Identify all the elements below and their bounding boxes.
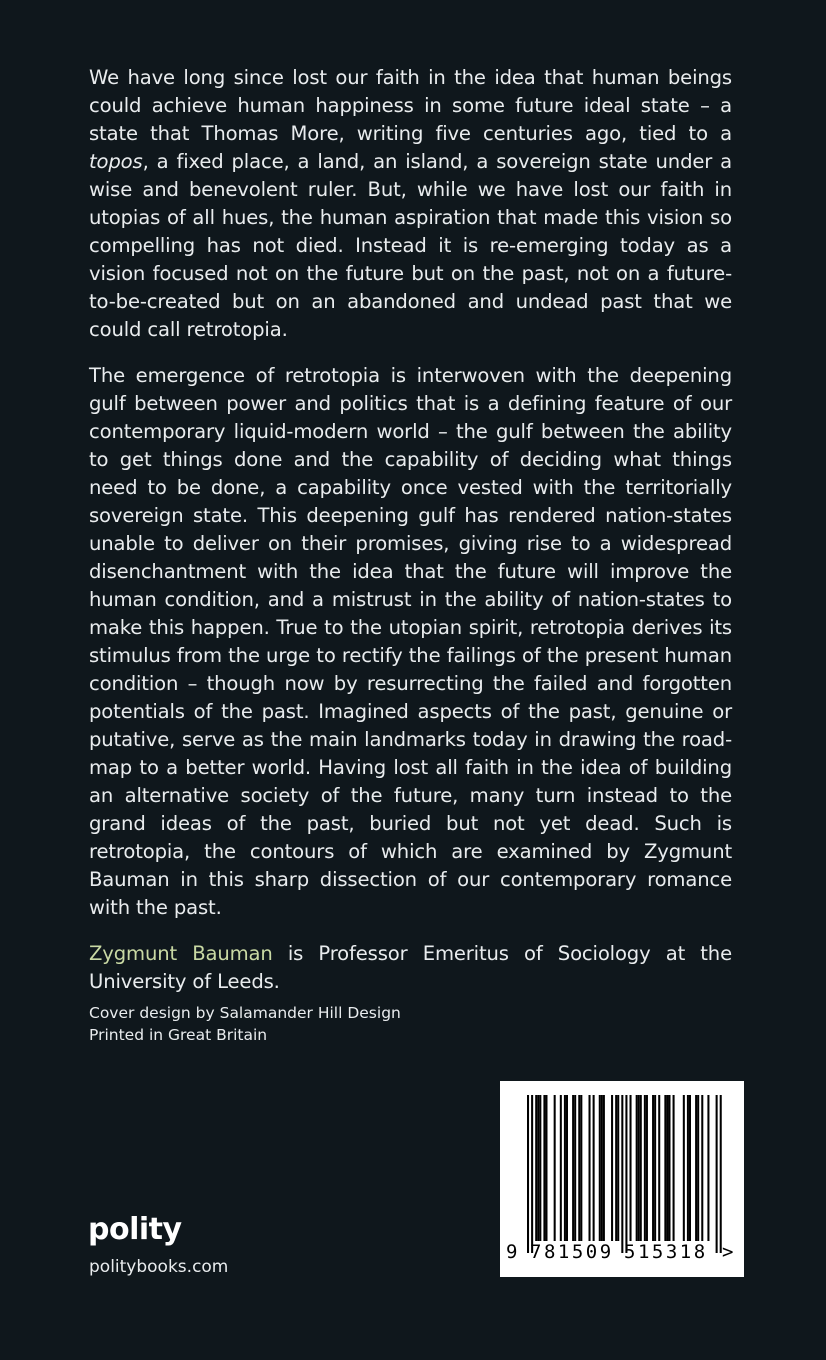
- cover-credits: [89, 1002, 401, 1046]
- barcode-bar: [654, 1095, 656, 1241]
- printed-in-credit: Printed in Great Britain: [89, 1026, 268, 1044]
- barcode-guard-bar: [621, 1095, 623, 1253]
- barcode-bar: [646, 1095, 648, 1241]
- isbn-barcode: [500, 1081, 744, 1277]
- barcode-bar: [560, 1095, 562, 1241]
- barcode-bar: [701, 1095, 703, 1241]
- isbn-right-group: 515318: [624, 1241, 708, 1263]
- barcode-bar: [539, 1095, 541, 1241]
- author-name: Zygmunt Bauman: [89, 942, 273, 965]
- barcode-guard-bar: [531, 1095, 533, 1253]
- barcode-bar: [658, 1095, 660, 1241]
- barcode-bar: [683, 1095, 685, 1241]
- barcode-guard-bar: [716, 1095, 718, 1253]
- author-bio: [89, 940, 732, 996]
- barcode-bar: [589, 1095, 591, 1241]
- blurb-p1-italic: topos: [89, 150, 143, 173]
- barcode-bar: [611, 1095, 613, 1241]
- barcode-bar: [599, 1095, 601, 1241]
- barcode-guard-bar: [625, 1095, 627, 1253]
- barcode-bar: [543, 1095, 545, 1241]
- barcode-bar: [593, 1095, 595, 1241]
- barcode-bar: [603, 1095, 605, 1241]
- cover-design-credit: Cover design by Salamander Hill Design: [89, 1004, 401, 1022]
- isbn-first-digit: 9: [506, 1241, 518, 1263]
- barcode-bar: [537, 1095, 539, 1241]
- barcode-bar: [564, 1095, 566, 1241]
- author-bio-text: is Professor Emeritus of Sociology at the University of Leeds.: [89, 942, 732, 993]
- barcode-bar: [580, 1095, 582, 1241]
- blurb-p1-text: We have long since lost our faith in the idea that human beings could achieve human happiness in some future ideal state – a state that Thomas More, writing five centuries ago, tied to a: [89, 66, 732, 145]
- barcode-bar: [617, 1095, 619, 1241]
- barcode-bar: [668, 1095, 670, 1241]
- barcode-bar: [615, 1095, 617, 1241]
- barcode-bar: [554, 1095, 556, 1241]
- barcode-bar: [535, 1095, 537, 1241]
- barcode-bar: [638, 1095, 640, 1241]
- blurb-paragraph-2: The emergence of retrotopia is interwoven with the deepening gulf between power and politics that is a defining feature of our contemporary liquid-modern world – the gulf between the ability to get things done and the capability of deciding what things need to be done, a capability once vested with the territorially sovereign state. This deepening gulf has rendered nation-states unable to deliver on their promises, giving rise to a widespread disenchantment with the idea that the future will improve the human condition, and a mistrust in the ability of nation-states to make this happen. True to the utopian spirit, retrotopia derives its stimulus from the urge to rectify the failings of the present human condition – though now by resurrecting the failed and forgotten potentials of the past. Imagined aspects of the past, genuine or putative, serve as the main landmarks today in drawing the road-map to a better world. Having lost all faith in the idea of building an alternative society of the future, many turn instead to the grand ideas of the past, buried but not yet dead. Such is retrotopia, the contours of which are examined by Zygmunt Bauman in this sharp dissection of our contemporary romance with the past.: [89, 364, 732, 919]
- publisher-logo: polity: [88, 1212, 182, 1247]
- isbn-quiet-zone-marker: >: [722, 1241, 734, 1263]
- barcode-bar: [697, 1095, 699, 1241]
- barcode-bar: [572, 1095, 574, 1241]
- barcode-bar: [687, 1095, 689, 1241]
- barcode-bar: [640, 1095, 642, 1241]
- barcode-bar: [601, 1095, 603, 1241]
- isbn-digits: [500, 1241, 744, 1271]
- barcode-bar: [566, 1095, 568, 1241]
- barcode-bar: [545, 1095, 547, 1241]
- barcode-bar: [574, 1095, 576, 1241]
- barcode-guard-bar: [527, 1095, 529, 1253]
- barcode-bar: [707, 1095, 709, 1241]
- blurb-p1-rest: , a fixed place, a land, an island, a sovereign state under a wise and benevolent ruler. But, while we have lost our faith in utopias of all hues, the human aspiration that made this vision so compelling has not died. Instead it is re-emerging today as a vision focused not on the future but on the past, not on a future-to-be-created but on an abandoned and undead past that we could call retrotopia.: [89, 150, 732, 341]
- isbn-left-group: 781509: [530, 1241, 614, 1263]
- barcode-bar: [695, 1095, 697, 1241]
- blurb-paragraph-1: [89, 64, 732, 344]
- barcode-bar: [636, 1095, 638, 1241]
- barcode-guard-bar: [720, 1095, 722, 1253]
- barcode-bar: [652, 1095, 654, 1241]
- barcode-bar: [689, 1095, 691, 1241]
- barcode-bar: [578, 1095, 580, 1241]
- back-cover-blurb: [89, 64, 732, 1014]
- barcode-bar: [666, 1095, 668, 1241]
- barcode-bar: [630, 1095, 632, 1241]
- barcode-bar: [664, 1095, 666, 1241]
- barcode-bar: [644, 1095, 646, 1241]
- barcode-bar: [673, 1095, 675, 1241]
- publisher-website: politybooks.com: [89, 1257, 229, 1277]
